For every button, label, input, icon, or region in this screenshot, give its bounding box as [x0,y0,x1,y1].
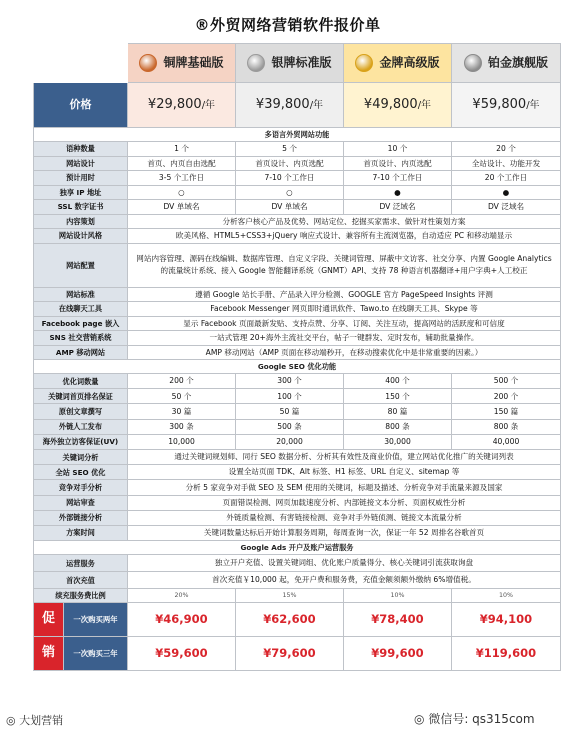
row-label: 关键词分析 [34,449,128,464]
table-row [34,555,561,572]
promo-price: ¥62,600 [236,603,344,637]
silver-medal-icon [247,54,265,72]
row-value: 200 个 [452,389,561,404]
table-row [34,214,561,229]
platinum-medal-icon [464,54,482,72]
row-value: 100 个 [236,389,344,404]
row-value: 800 条 [452,419,561,434]
row-value: 500 条 [236,419,344,434]
table-row [34,480,561,495]
row-value: 通过关键词规划师、同行 SEO 数据分析、分析其有效性及商业价值，建立网站优化推广的关键词列表 [128,449,561,464]
row-value: 150 个 [344,389,452,404]
table-row [34,465,561,480]
watermark-right: ◎ 微信号: qs315com [414,712,535,726]
row-label: 独享 IP 地址 [34,185,128,200]
promo-price: ¥79,600 [236,637,344,671]
package-name-cell [344,44,452,83]
row-value: 20% [128,589,236,603]
row-value: 遵循 Google 站长手册、产品录入评分检测、GOOGLE 官方 PageSpeed Insights 评测 [128,287,561,302]
row-value: 20 个工作日 [452,171,561,186]
row-label: 优化词数量 [34,374,128,389]
row-value: 欧美风格、HTML5+CSS3+jQuery 响应式设计、兼容所有主流浏览器，自动适应 PC 和移动端显示 [128,229,561,244]
price-table [33,43,561,671]
table-row [34,589,561,603]
row-value: 300 个 [236,374,344,389]
table-row [34,510,561,525]
promo-price: ¥46,900 [128,603,236,637]
row-value: 20 个 [452,142,561,157]
row-value: DV 泛域名 [452,200,561,215]
row-label: 首次充值 [34,572,128,589]
row-value: 80 篇 [344,404,452,419]
section-row [34,541,561,555]
header-blank [34,44,128,83]
table-row [34,434,561,449]
row-value: 独立开户充值、设置关键词组、优化账户质量得分、核心关键词引流获取询盘 [128,555,561,572]
watermark-left: ◎ 大划营销 [6,714,64,727]
promo-price: ¥119,600 [452,637,561,671]
row-value: AMP 移动网站（AMP 页面在移动端秒开，在移动搜索优化中是非常重要的因素。） [128,345,561,360]
row-value: 首页、内页自由选配 [128,156,236,171]
row-value: 40,000 [452,434,561,449]
promo-price: ¥94,100 [452,603,561,637]
row-label: 全站 SEO 优化 [34,465,128,480]
row-label: 外链人工发布 [34,419,128,434]
row-value: 30 篇 [128,404,236,419]
table-row [34,389,561,404]
row-value: 3-5 个工作日 [128,171,236,186]
row-label: 运营服务 [34,555,128,572]
row-label: 网站标准 [34,287,128,302]
row-value: 10 个 [344,142,452,157]
table-row [34,331,561,346]
package-price-cell [128,83,236,128]
row-value: 20,000 [236,434,344,449]
section-row [34,360,561,374]
row-label: 语种数量 [34,142,128,157]
promo-row [34,637,561,671]
package-name-cell [236,44,344,83]
package-name: 铂金旗舰版 [487,55,548,70]
row-label: 关键词首页排名保证 [34,389,128,404]
package-header-row [34,44,561,83]
row-value: 1 个 [128,142,236,157]
table-row [34,572,561,589]
wechat-icon: ◎ [6,714,16,727]
row-label: 网站配置 [34,243,128,287]
price-unit: /年 [526,99,540,111]
package-price: ¥59,800 [472,96,527,112]
row-value: 首页设计、内页选配 [344,156,452,171]
price-label: 价格 [34,83,128,128]
row-value: 7-10 个工作日 [236,171,344,186]
package-name: 金牌高级版 [379,55,440,70]
row-value: 全站设计、功能开发 [452,156,561,171]
table-row [34,345,561,360]
row-value: 关键词数量达标后开始计算服务周期，每周查询一次，保证一年 52 周排名谷歌首页 [128,525,561,540]
table-row [34,156,561,171]
row-value: 200 个 [128,374,236,389]
row-value: 800 条 [344,419,452,434]
row-value: 400 个 [344,374,452,389]
row-value: 页面错误检测、网页加载速度分析、内部链接文本分析、页面权威性分析 [128,495,561,510]
promo-duration-label: 一次购买两年 [64,603,128,637]
row-label: 原创文章撰写 [34,404,128,419]
table-row [34,243,561,287]
promo-label: 促 [34,603,64,637]
row-label: Facebook page 嵌入 [34,316,128,331]
row-value: 500 个 [452,374,561,389]
package-name-cell [452,44,561,83]
table-row [34,185,561,200]
section-row [34,128,561,142]
promo-label: 销 [34,637,64,671]
price-row [34,83,561,128]
row-label: 内容策划 [34,214,128,229]
promo-price: ¥59,600 [128,637,236,671]
table-row [34,495,561,510]
row-label: 海外独立访客保证(UV) [34,434,128,449]
row-value: 10,000 [128,434,236,449]
promo-price: ¥99,600 [344,637,452,671]
row-label: 预计用时 [34,171,128,186]
row-value: 10% [344,589,452,603]
table-row [34,302,561,317]
table-row [34,200,561,215]
table-row [34,419,561,434]
row-label: 在线聊天工具 [34,302,128,317]
price-unit: /年 [417,99,432,111]
table-row [34,525,561,540]
package-price: ¥49,800 [363,96,418,112]
section-title: Google SEO 优化功能 [34,360,561,374]
row-label: SSL 数字证书 [34,200,128,215]
bronze-medal-icon [139,54,157,72]
package-price-cell [344,83,452,128]
table-row [34,374,561,389]
row-label: 网站审查 [34,495,128,510]
row-value: ○ [128,185,236,200]
package-name-cell [128,44,236,83]
row-value: ● [344,185,452,200]
row-value: 50 篇 [236,404,344,419]
row-label: 网站设计风格 [34,229,128,244]
table-row [34,287,561,302]
row-value: 外链质量检测、有害链接检测、竞争对手外链侦测、链接文本流量分析 [128,510,561,525]
package-price-cell [452,83,561,128]
price-unit: /年 [309,99,324,111]
promo-row [34,603,561,637]
table-row [34,449,561,464]
row-label: 外部链接分析 [34,510,128,525]
row-value: ○ [236,185,344,200]
package-name: 银牌标准版 [271,55,332,70]
row-value: 150 篇 [452,404,561,419]
table-row [34,171,561,186]
table-row [34,316,561,331]
row-value: DV 单域名 [128,200,236,215]
row-value: 网站内容管理、源码在线编辑、数据库管理、自定义字段、关键词管理、屏蔽中文访客、社交分享、内置 Google Analytics 的流量统计系统、接入 Google 智能翻译系统（GNMT）API、支持 78 种语言机器翻译+用户字典+人工校正 [128,243,561,287]
row-value: 7-10 个工作日 [344,171,452,186]
row-value: 50 个 [128,389,236,404]
package-price: ¥39,800 [255,96,310,112]
row-value: 30,000 [344,434,452,449]
row-label: AMP 移动网站 [34,345,128,360]
price-unit: /年 [201,99,216,111]
promo-duration-label: 一次购买三年 [64,637,128,671]
row-value: 10% [452,589,561,603]
row-value: 显示 Facebook 页面最新发贴、支持点赞、分享、订阅、关注互动，提高网站的活跃度和可信度 [128,316,561,331]
table-row [34,229,561,244]
row-value: 首次充值￥10,000 起，免开户费和服务费，充值金额须额外缴纳 6%增值税。 [128,572,561,589]
row-value: 15% [236,589,344,603]
row-label: 方案时间 [34,525,128,540]
table-row [34,142,561,157]
package-price-cell [236,83,344,128]
package-price: ¥29,800 [147,96,202,112]
promo-price: ¥78,400 [344,603,452,637]
row-value: 5 个 [236,142,344,157]
gold-medal-icon [355,54,373,72]
row-value: 分析客户核心产品及优势、网站定位、挖掘买家需求、做针对性策划方案 [128,214,561,229]
row-value: 300 条 [128,419,236,434]
table-row [34,404,561,419]
row-value: DV 泛域名 [344,200,452,215]
page-title: ®外贸网络营销软件报价单 [194,16,381,34]
section-title: Google Ads 开户及账户运营服务 [34,541,561,555]
section-title: 多语言外贸网站功能 [34,128,561,142]
row-label: 网站设计 [34,156,128,171]
row-value: DV 单域名 [236,200,344,215]
row-value: 设置全站页面 TDK、Alt 标签、H1 标签、URL 自定义、sitemap 等 [128,465,561,480]
row-value: 首页设计、内页选配 [236,156,344,171]
row-label: 续充服务费比例 [34,589,128,603]
row-value: ● [452,185,561,200]
package-name: 铜牌基础版 [163,55,224,70]
row-label: 竞争对手分析 [34,480,128,495]
row-value: Facebook Messenger 网页即时通讯软件、Tawo.to 在线聊天工具、Skype 等 [128,302,561,317]
row-value: 分析 5 家竞争对手做 SEO 及 SEM 使用的关键词，标题及描述、分析竞争对手流量来源及国家 [128,480,561,495]
wechat-icon: ◎ [414,712,425,726]
row-label: SNS 社交营销系统 [34,331,128,346]
row-value: 一站式管理 20+海外主流社交平台，帖子一键群发、定时发布，辅助批量操作。 [128,331,561,346]
